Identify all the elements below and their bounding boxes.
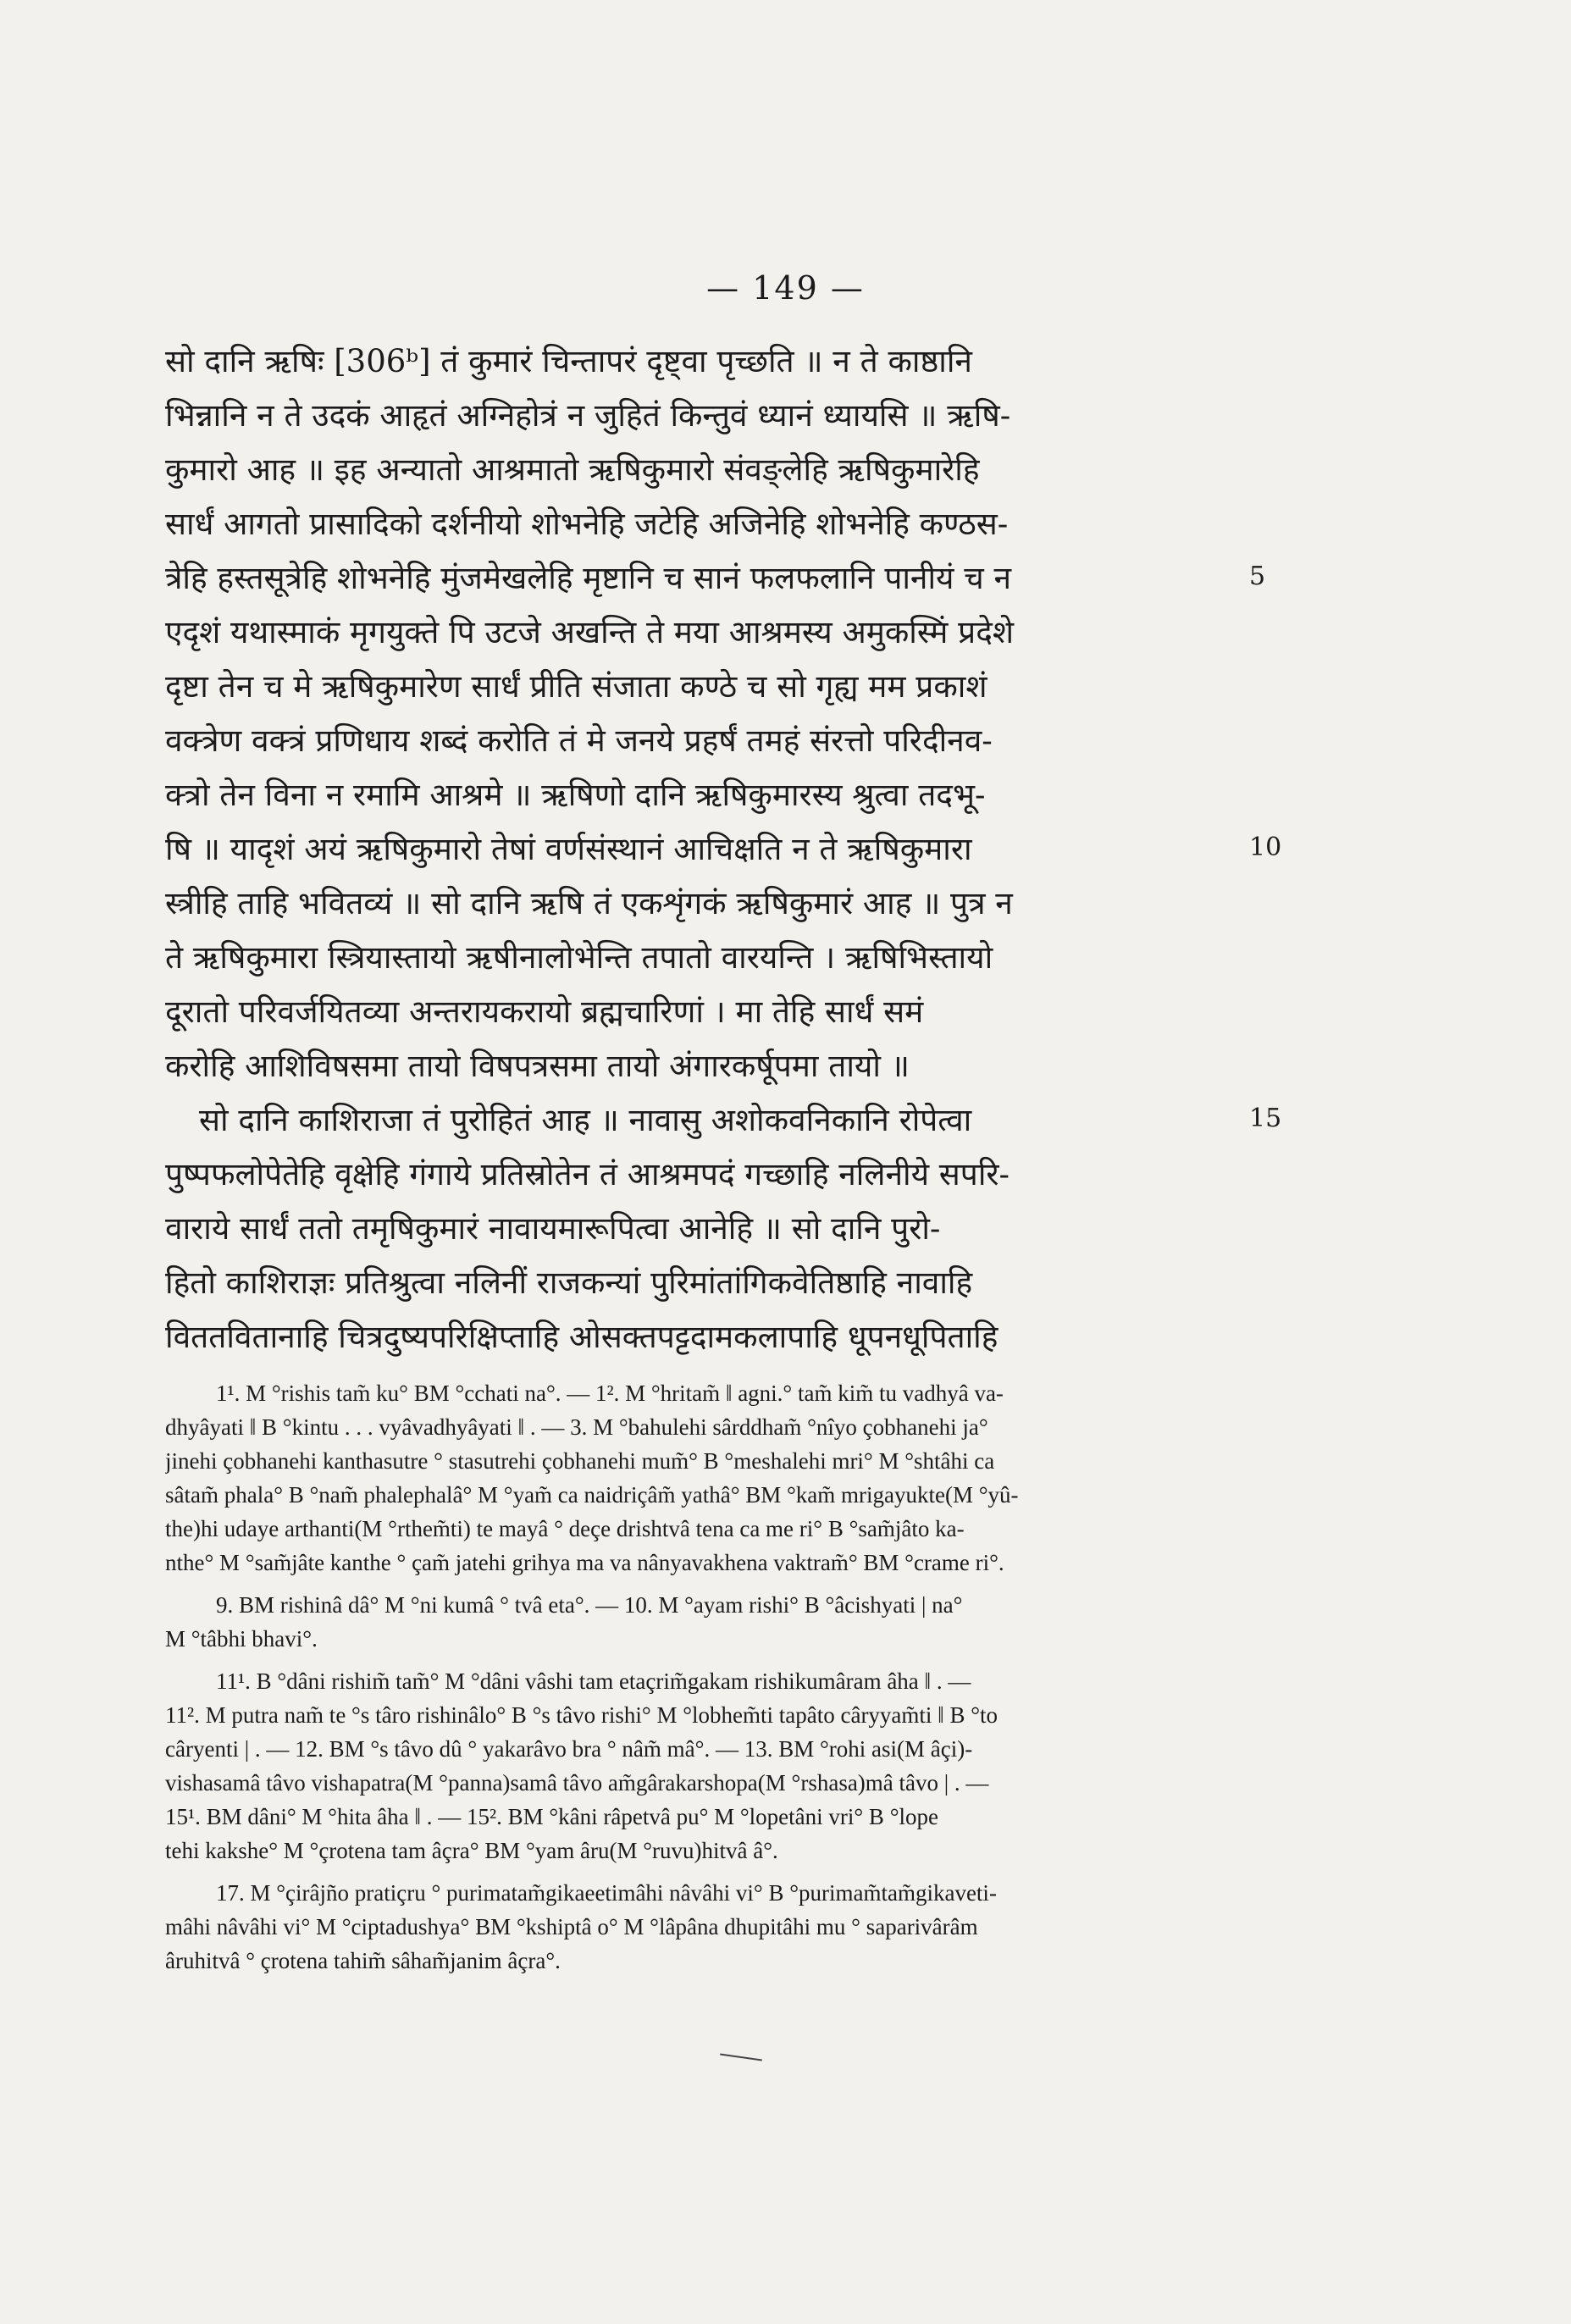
sanskrit-line: कुमारो आह ॥ इह अन्यातो आश्रमातो ऋषिकुमारो संवङ्लेहि ऋषिकुमारेहि xyxy=(165,451,980,488)
sanskrit-text-block xyxy=(165,335,1249,1364)
footnote-line: câryenti | . — 12. BM °s tâvo dû ° yakarâvo bra ° nâm̃ mâ°. — 13. BM °rohi asi(M âçi)- xyxy=(165,1736,973,1762)
sanskrit-line: क्त्रो तेन विना न रमामि आश्रमे ॥ ऋषिणो दानि ऋषिकुमारस्य श्रुत्वा तदभू- xyxy=(165,777,986,813)
footnote-line: tehi kakshe° M °çrotena tam âçra° BM °yam âru(M °ruvu)hitvâ â°. xyxy=(165,1838,778,1863)
footnote-line: âruhitvâ ° çrotena tahim̃ sâham̃janim âçra°. xyxy=(165,1948,561,1973)
sanskrit-line: सार्धं आगतो प्रासादिको दर्शनीयो शोभनेहि जटेहि अजिनेहि शोभनेहि कण्ठस- xyxy=(165,506,1009,542)
sanskrit-line: एदृशं यथास्माकं मृगयुक्ते पि उटजे अखन्ति ते मया आश्रमस्य अमुकस्मिं प्रदेशे xyxy=(165,614,1015,650)
footnote-paragraph xyxy=(165,1376,1245,1580)
sanskrit-line: दूरातो परिवर्जयितव्या अन्तरायकरायो ब्रह्मचारिणां । मा तेहि सार्धं समं xyxy=(165,993,924,1030)
footnote-line: dhyâyati ‖ B °kintu . . . vyâvadhyâyati ‖ . — 3. M °bahulehi sârddham̃ °nîyo çobhanehi ja° xyxy=(165,1414,988,1440)
sanskrit-line: करोहि आशिविषसमा तायो विषपत्रसमा तायो अंगारकर्षूपमा तायो ॥ xyxy=(165,1048,910,1084)
sanskrit-line: ते ऋषिकुमारा स्त्रियास्तायो ऋषीनालोभेन्ति तपातो वारयन्ति । ऋषिभिस्तायो xyxy=(165,939,993,976)
sanskrit-line: त्रेहि हस्तसूत्रेहि शोभनेहि मुंजमेखलेहि मृष्टानि च सानं फलफलानि पानीयं च न xyxy=(165,560,1012,596)
sanskrit-line: स्त्रीहि ताहि भवितव्यं ॥ सो दानि ऋषि तं एकशृंगकं ऋषिकुमारं आह ॥ पुत्र न xyxy=(165,885,1013,921)
sanskrit-line: षि ॥ यादृशं अयं ऋषिकुमारो तेषां वर्णसंस्थानं आचिक्षति न ते ऋषिकुमारा xyxy=(165,831,972,867)
end-mark xyxy=(720,2054,762,2061)
footnote-line: 11¹. B °dâni rishim̃ tam̃° M °dâni vâshi tam etaçrim̃gakam rishikumâram âha ‖ . — xyxy=(216,1668,971,1694)
sanskrit-line: पुष्पफलोपेतेहि वृक्षेहि गंगाये प्रतिस्रोतेन तं आश्रमपदं गच्छाहि नलिनीये सपरि- xyxy=(165,1156,1010,1192)
sanskrit-line: विततवितानाहि चित्रदुष्यपरिक्षिप्ताहि ओसक्तपट्टदामकलापाहि धूपनधूपिताहि xyxy=(165,1319,998,1355)
footnote-line: nthe° M °sam̃jâte kanthe ° çam̃ jatehi grihya ma va nânyavakhena vaktram̃° BM °crame ri°. xyxy=(165,1550,1004,1575)
footnote-paragraph xyxy=(165,1588,1245,1656)
margin-line-number: 15 xyxy=(1249,1104,1282,1133)
footnotes-block xyxy=(165,1376,1245,1986)
footnote-line: 17. M °çirâjño pratiçru ° purimatam̃gikaeetimâhi nâvâhi vi° B °purimam̃tam̃gikaveti- xyxy=(216,1880,997,1906)
footnote-line: 9. BM rishinâ dâ° M °ni kumâ ° tvâ eta°. — 10. M °ayam rishi° B °âcishyati | na° xyxy=(216,1592,963,1618)
footnote-line: mâhi nâvâhi vi° M °ciptadushya° BM °kshiptâ o° M °lâpâna dhupitâhi mu ° saparivârâm xyxy=(165,1914,978,1939)
sanskrit-line: सो दानि ऋषिः [306ᵇ] तं कुमारं चिन्तापरं दृष्ट्वा पृच्छति ॥ न ते काष्ठानि xyxy=(165,343,972,379)
margin-line-number: 10 xyxy=(1249,833,1282,862)
margin-line-number: 5 xyxy=(1249,562,1266,591)
sanskrit-line: सो दानि काशिराजा तं पुरोहितं आह ॥ नावासु अशोकवनिकानि रोपेत्वा xyxy=(199,1102,972,1138)
page-number: — 149 — xyxy=(706,269,865,307)
sanskrit-line: वाराये सार्धं ततो तमृषिकुमारं नावायमारूपित्वा आनेहि ॥ सो दानि पुरो- xyxy=(165,1210,941,1247)
footnote-line: jinehi çobhanehi kanthasutre ° stasutrehi çobhanehi mum̃° B °meshalehi mri° M °shtâhi ca xyxy=(165,1448,995,1474)
sanskrit-line: भिन्नानि न ते उदकं आहृतं अग्निहोत्रं न जुहितं किन्तुवं ध्यानं ध्यायसि ॥ ऋषि- xyxy=(165,397,1011,434)
footnote-line: sâtam̃ phala° B °nam̃ phalephalâ° M °yam̃ ca naidriçâm̃ yathâ° BM °kam̃ mrigayukte(M °yû- xyxy=(165,1482,1019,1508)
footnote-paragraph xyxy=(165,1664,1245,1868)
footnote-line: M °tâbhi bhavi°. xyxy=(165,1626,318,1652)
footnote-line: 15¹. BM dâni° M °hita âha ‖ . — 15². BM °kâni râpetvâ pu° M °lopetâni vri° B °lope xyxy=(165,1804,938,1829)
sanskrit-line: वक्त्रेण वक्त्रं प्रणिधाय शब्दं करोति तं मे जनये प्रहर्षं तमहं संरत्तो परिदीनव- xyxy=(165,722,993,759)
footnote-line: 1¹. M °rishis tam̃ ku° BM °cchati na°. — 1². M °hritam̃ ‖ agni.° tam̃ kim̃ tu vadhyâ va- xyxy=(216,1381,1004,1406)
sanskrit-line: हितो काशिराज्ञः प्रतिश्रुत्वा नलिनीं राजकन्यां पुरिमांतांगिकवेतिष्ठाहि नावाहि xyxy=(165,1264,973,1301)
footnote-line: vishasamâ tâvo vishapatra(M °panna)samâ tâvo am̃gârakarshopa(M °rshasa)mâ tâvo | . — xyxy=(165,1770,989,1796)
footnote-line: the)hi udaye arthanti(M °rthem̃ti) te mayâ ° deçe drishtvâ tena ca me ri° B °sam̃jâto ka- xyxy=(165,1516,965,1541)
footnote-paragraph xyxy=(165,1876,1245,1978)
footnote-line: 11². M putra nam̃ te °s târo rishinâlo° B °s tâvo rishi° M °lobhem̃ti tapâto câryyam̃ti ‖ B °to xyxy=(165,1702,998,1728)
sanskrit-line: दृष्टा तेन च मे ऋषिकुमारेण सार्धं प्रीति संजाता कण्ठे च सो गृह्य मम प्रकाशं xyxy=(165,668,987,705)
